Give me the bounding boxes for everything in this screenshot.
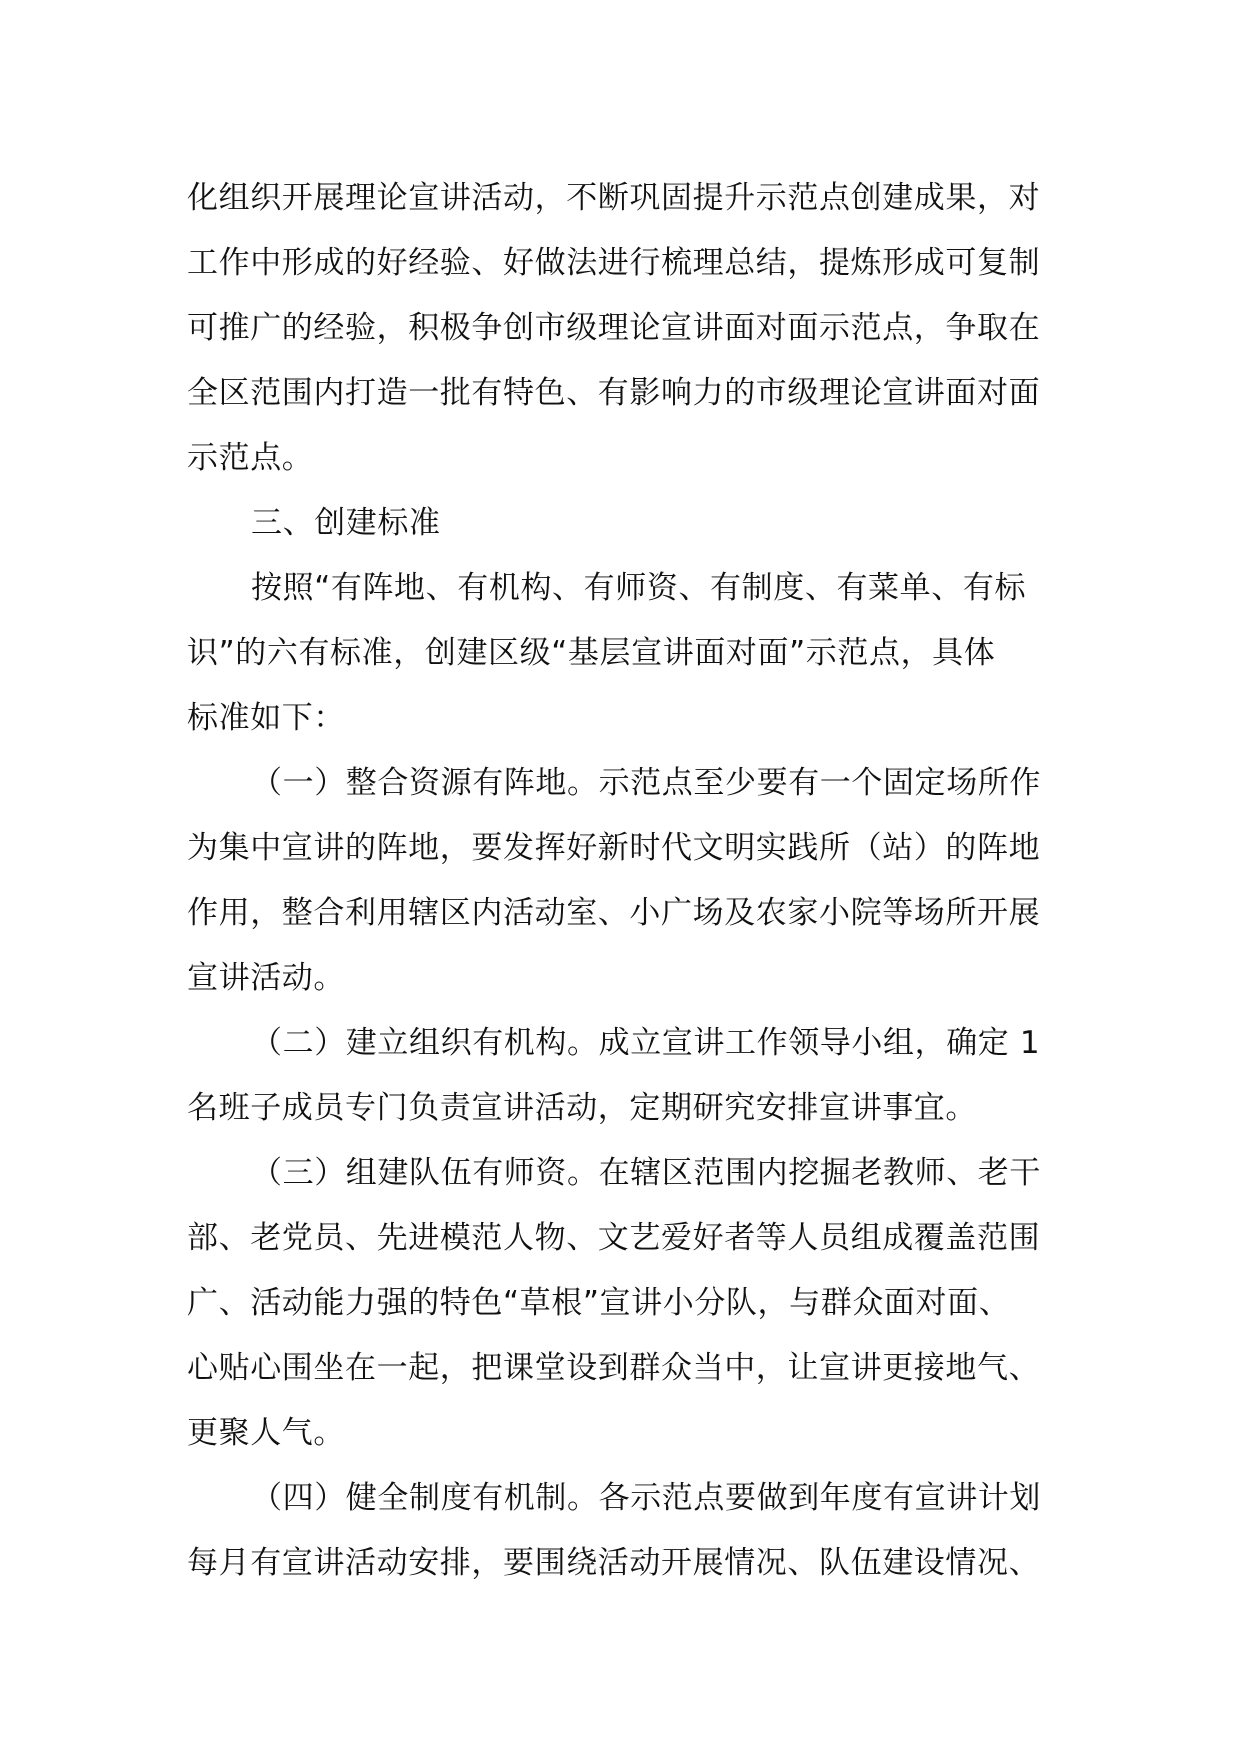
subsection-line: （二）建立组织有机构。成立宣讲工作领导小组，确定 1 [251, 1025, 1041, 1061]
body-text-line: 广、活动能力强的特色“草根”宣讲小分队，与群众面对面、 [187, 1285, 1011, 1321]
body-text-line: 工作中形成的好经验、好做法进行梳理总结，提炼形成可复制 [187, 245, 1041, 281]
body-text-line: 示范点。 [187, 440, 314, 476]
subsection-line: （四）健全制度有机制。各示范点要做到年度有宣讲计划 [251, 1480, 1041, 1516]
body-text-line: 可推广的经验，积极争创市级理论宣讲面对面示范点，争取在 [187, 310, 1041, 346]
body-text-line: 每月有宣讲活动安排，要围绕活动开展情况、队伍建设情况、 [187, 1545, 1041, 1581]
document-body [187, 166, 1057, 1596]
body-text-line: 心贴心围坐在一起，把课堂设到群众当中，让宣讲更接地气、 [187, 1350, 1041, 1386]
body-text-line: 识”的六有标准，创建区级“基层宣讲面对面”示范点，具体 [187, 635, 996, 671]
body-text-line: 化组织开展理论宣讲活动，不断巩固提升示范点创建成果，对 [187, 180, 1041, 216]
body-text-line: 名班子成员专门负责宣讲活动，定期研究安排宣讲事宜。 [187, 1090, 977, 1126]
subsection-line: （三）组建队伍有师资。在辖区范围内挖掘老教师、老干 [251, 1155, 1041, 1191]
body-text-line: 为集中宣讲的阵地，要发挥好新时代文明实践所（站）的阵地 [187, 830, 1041, 866]
section-heading: 三、创建标准 [251, 505, 441, 541]
subsection-line: （一）整合资源有阵地。示范点至少要有一个固定场所作 [251, 765, 1041, 801]
body-text-line: 标准如下： [187, 700, 345, 736]
body-text-line: 宣讲活动。 [187, 960, 345, 996]
body-text-line: 作用，整合利用辖区内活动室、小广场及农家小院等场所开展 [187, 895, 1041, 931]
body-text-line: 按照“有阵地、有机构、有师资、有制度、有菜单、有标 [251, 570, 1027, 606]
body-text-line: 更聚人气。 [187, 1415, 345, 1451]
body-text-line: 部、老党员、先进模范人物、文艺爱好者等人员组成覆盖范围 [187, 1220, 1041, 1256]
body-text-line: 全区范围内打造一批有特色、有影响力的市级理论宣讲面对面 [187, 375, 1041, 411]
